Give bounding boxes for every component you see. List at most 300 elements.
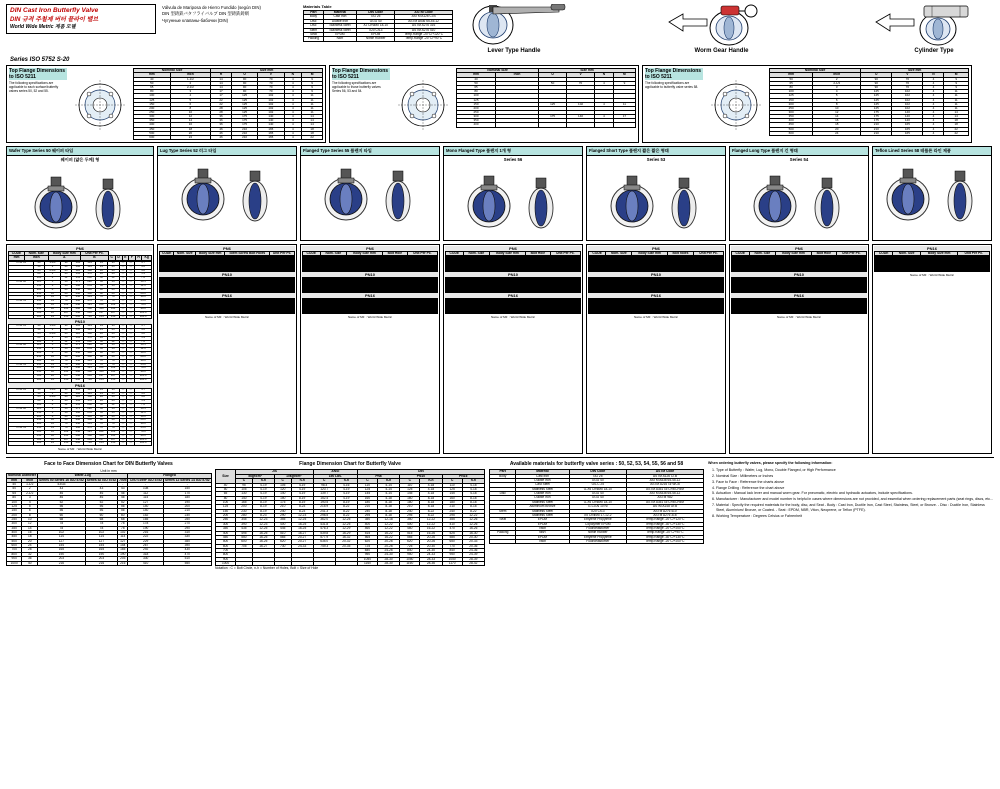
table-cell: 120.0 [135, 438, 152, 442]
table-cell: 600 [134, 135, 171, 139]
table-cell: 175 [861, 119, 892, 123]
table-cell: 102 [892, 106, 923, 110]
table-cell: 28-36 [420, 562, 442, 566]
table-cell: 190 [85, 552, 117, 556]
table-cell: 18 [170, 127, 211, 131]
table-cell: 114 [128, 496, 163, 500]
table-cell: Series 52 ISO 5752 [86, 477, 117, 482]
table-cell: — [119, 273, 127, 277]
table-cell: 210 [231, 131, 257, 135]
table-cell: 43/33 [38, 483, 86, 487]
table-cell: 300 [33, 359, 45, 363]
table-cell: 125 [442, 487, 462, 491]
table-cell: 12-25 [335, 518, 357, 522]
valve-photo-group [158, 156, 296, 232]
table-cell: 14 [45, 363, 60, 367]
table-cell: 4-19 [252, 487, 274, 491]
table-cell: 50 [33, 265, 45, 269]
table-cell: Body Size mm [490, 252, 526, 256]
table-cell: 525 [84, 304, 96, 308]
table-cell: 295 [357, 514, 377, 518]
table-cell: — [119, 296, 127, 300]
table-cell: 11 [302, 94, 323, 98]
table-cell: — [119, 375, 127, 379]
table-cell: 705 [236, 544, 253, 548]
table-cell: 65 [770, 82, 813, 86]
table-cell: - [85, 483, 117, 487]
table-cell: 60 [95, 288, 107, 292]
table-cell: 400 [357, 522, 377, 526]
table-cell: 360 [84, 419, 96, 423]
table-cell: 229 [128, 539, 163, 543]
table-cell: 154 [60, 378, 72, 382]
table-cell: — [127, 378, 135, 382]
table-cell: 36 [211, 115, 232, 119]
table-cell: 2 [45, 265, 60, 269]
table-cell: Ethylene Propylene [569, 535, 626, 539]
table-cell: 4-19 [335, 487, 357, 491]
table-cell: 105 [274, 483, 291, 487]
table-cell: 43 [60, 392, 72, 396]
table-cell: 145 [84, 329, 96, 333]
table-cell: 165 [258, 127, 284, 131]
table-cell: 46 [107, 273, 119, 277]
table-cell: 11 [302, 102, 323, 106]
table-cell: 448 [72, 304, 84, 308]
table-cell: — [127, 329, 135, 333]
table-cell: 20 [170, 131, 211, 135]
table-cell: 60 [60, 288, 72, 292]
table-cell: 134 [72, 273, 84, 277]
table-cell: 98.0 [135, 434, 152, 438]
table-cell: 840 [357, 548, 377, 552]
table-cell: 12-23 [291, 514, 313, 518]
table-cell: 46 [95, 400, 107, 404]
table-cell: 270 [163, 522, 211, 526]
table-cell: 108 [72, 265, 84, 269]
table-cell: — [127, 411, 135, 415]
table-cell: 56 [107, 348, 119, 352]
table-cell: Ethylene Propylene [569, 518, 626, 522]
table-cell: 140 [892, 115, 923, 119]
table-cell: 78 [107, 363, 119, 367]
table-cell: 14 [944, 111, 969, 115]
table-cell: 56 [95, 281, 107, 285]
table-cell: 150 [7, 509, 22, 513]
valve-front-view [881, 165, 936, 223]
table-cell: 4 [284, 127, 302, 131]
table-cell: Nominal Size [770, 69, 861, 73]
table-cell: 202 [84, 340, 96, 344]
table-cell: 4 [284, 77, 302, 81]
table-cell: 6 [22, 509, 38, 513]
table-cell: 52 [107, 277, 119, 281]
manufacturer-note: Name of Mfr. : World Wide Metric [490, 315, 536, 320]
table-cell: 160 [84, 396, 96, 400]
table-cell: 102 [107, 367, 119, 371]
table-cell: U [231, 73, 257, 77]
table-cell: 306 [84, 415, 96, 419]
table-cell: 14 [22, 526, 38, 530]
table-cell: 12.0 [135, 411, 152, 415]
table-cell: 90 [861, 86, 892, 90]
table-cell: 3.7 [135, 388, 152, 392]
table-cell: 33 [60, 388, 72, 392]
table-cell: — [127, 265, 135, 269]
table-cell: 600 [236, 540, 253, 544]
table-cell: 39.0 [135, 359, 152, 363]
table-cell: — [127, 348, 135, 352]
worm-gear-drawing [667, 4, 777, 46]
table-cell: 250 [216, 518, 236, 522]
std-jis: JIS [236, 470, 314, 474]
table-cell: 8 [45, 352, 60, 356]
available-materials-table [489, 469, 704, 544]
table-cell: — [127, 273, 135, 277]
table-cell: 200 [236, 505, 253, 509]
valve-side-view [233, 165, 278, 223]
table-cell: 160 [400, 496, 420, 500]
table-cell: C [442, 479, 462, 483]
table-cell: 140 [128, 504, 163, 508]
materials-table-block [303, 4, 453, 42]
table-cell: 4.0 [135, 265, 152, 269]
table-cell: 210 [231, 127, 257, 131]
table-cell: Temp.Range -30°C/+130°C [626, 522, 703, 526]
top-flange-table [133, 68, 323, 140]
table-cell: 110 [357, 483, 377, 487]
table-cell: 4 [923, 102, 944, 106]
table-cell: 600 [33, 378, 45, 382]
table-cell: 4 [284, 98, 302, 102]
table-cell: 100 [770, 90, 813, 94]
table-cell: 154 [107, 442, 119, 446]
table-cell: 8-22 [335, 505, 357, 509]
table-cell: 28-39 [462, 557, 484, 561]
table-cell: 500 [33, 311, 45, 315]
table-cell: 140 [258, 115, 284, 119]
table-cell: 102 [85, 531, 117, 535]
table-cell: 414 [84, 359, 96, 363]
table-cell: 150 [274, 496, 291, 500]
table-cell: 102 [258, 111, 284, 115]
table-cell: 24 [45, 442, 60, 446]
table-cell: 20 [45, 375, 60, 379]
table-cell: Body Size mm [920, 252, 957, 256]
table-cell: 46 [107, 396, 119, 400]
table-cell: 230 [236, 509, 253, 513]
ordering-notes-block [708, 461, 994, 570]
table-cell: 210 [274, 505, 291, 509]
table-cell: 2 [22, 487, 38, 491]
table-cell: 5 [45, 407, 60, 411]
table-cell: GGG 40 [569, 479, 626, 483]
dimension-rows-table [302, 256, 438, 272]
table-cell: 18 [302, 131, 323, 135]
table-cell: 600 [7, 544, 22, 548]
table-cell: 2-1/2 [170, 86, 211, 90]
table-cell: 68 [60, 419, 72, 423]
table-cell: 68 [107, 355, 119, 359]
table-cell: 254 [84, 284, 96, 288]
table-cell: 1160 [357, 562, 377, 566]
table-cell: 12.0 [135, 348, 152, 352]
table-cell: NBR [323, 37, 356, 41]
table-cell: 348 [72, 296, 84, 300]
table-cell: 5 [45, 281, 60, 285]
table-cell: 102 [892, 98, 923, 102]
table-cell: 100 [7, 500, 22, 504]
table-cell: 50 [770, 77, 813, 81]
table-cell: 4-18 [420, 492, 442, 496]
table-cell: Packing [490, 531, 516, 535]
table-cell: 2 [45, 392, 60, 396]
table-cell: ASTM A536 65-45-12 [395, 19, 453, 23]
table-cell: Stainless Steel [516, 509, 569, 513]
col-part: Part [304, 11, 324, 15]
table-cell: 60 [118, 513, 128, 517]
table-cell: mm [7, 478, 22, 482]
table-cell: 8-19 [291, 496, 313, 500]
table-cell: 450 [33, 434, 45, 438]
dimension-table-column-2 [157, 244, 297, 454]
ansi-150lbs: 150 Lbs. [313, 474, 357, 478]
table-cell: Seat [304, 32, 324, 36]
table-cell: 125 [7, 504, 22, 508]
table-cell: 230 [163, 513, 211, 517]
table-cell: 12-29 [335, 527, 357, 531]
materials-caption: Materials Table [303, 4, 332, 9]
table-cell: 160 [357, 496, 377, 500]
table-cell: Bolt Hole [812, 252, 837, 256]
table-cell: 56 [107, 344, 119, 348]
table-cell: 10.5 [135, 281, 152, 285]
table-cell: ASTM A351 Gr.CF8/CF8M [626, 500, 703, 504]
table-cell: 4-19 [252, 492, 274, 496]
table-cell: 165 [85, 548, 117, 552]
table-cell: — [127, 367, 135, 371]
table-cell: 8 [170, 106, 211, 110]
dimension-rows-table [445, 298, 581, 314]
table-cell: 68 [60, 355, 72, 359]
table-cell: — [127, 296, 135, 300]
flange-panel-text [645, 68, 703, 140]
table-cell: 580 [84, 434, 96, 438]
table-cell: 56 [107, 284, 119, 288]
table-cell: 3 [45, 336, 60, 340]
table-cell: — [119, 419, 127, 423]
table-cell: Size mm [861, 69, 969, 73]
dimension-rows-table [445, 277, 581, 293]
table-cell: 11 [302, 106, 323, 110]
table-cell: G-X6 CrNiMo 18-10 [569, 487, 626, 491]
table-cell: 143 [84, 388, 96, 392]
table-cell: 10 [813, 106, 861, 110]
table-cell: 46 [60, 273, 72, 277]
table-cell: 120 [72, 396, 84, 400]
table-cell: Stainless Steel [323, 28, 356, 32]
din-pn6: PN6 [357, 474, 399, 478]
table-cell: 200 [33, 288, 45, 292]
table-cell: 60 [85, 513, 117, 517]
table-cell: 175 [861, 115, 892, 119]
valve-side-view [376, 165, 421, 223]
table-cell: inch [25, 256, 49, 260]
table-cell: 145 [357, 492, 377, 496]
table-cell: — [127, 363, 135, 367]
table-cell: 80 [134, 90, 171, 94]
table-cell: 60 [95, 352, 107, 356]
table-cell: 400 [33, 367, 45, 371]
table-cell: E [122, 256, 129, 260]
table-cell: 46 [95, 273, 107, 277]
table-cell: 398 [72, 427, 84, 431]
table-cell: 16-29 [335, 531, 357, 535]
materials-table [303, 10, 453, 42]
table-cell: 6 [45, 284, 60, 288]
table-cell: 250 [33, 419, 45, 423]
table-cell: 390 [236, 522, 253, 526]
table-cell: 46 [95, 336, 107, 340]
table-cell: — [119, 438, 127, 442]
table-cell: 4-18 [462, 487, 484, 491]
table-cell: 43 [118, 487, 128, 491]
table-header-row [875, 252, 990, 256]
table-cell: Series 12 Series 14 ISO 5752 [164, 477, 210, 482]
table-cell: 548 [72, 375, 84, 379]
col-size: Size [216, 470, 236, 483]
table-cell: 127 [107, 375, 119, 379]
table-row [216, 562, 485, 566]
table-cell: Aluminium Bronze [516, 505, 569, 509]
table-cell: 65 [33, 333, 45, 337]
table-cell: — [119, 396, 127, 400]
pressure-rating-label: PN16 [588, 293, 724, 298]
valve-type-column-5 [586, 146, 726, 241]
table-cell: 17 [211, 90, 232, 94]
table-cell: 248 [72, 352, 84, 356]
table-cell: 43 [60, 265, 72, 269]
table-cell: — [127, 407, 135, 411]
table-cell: 4 [284, 106, 302, 110]
table-cell: — [127, 344, 135, 348]
table-cell: 7.6 [135, 277, 152, 281]
valve-type-subcaption: Series 54 [789, 157, 809, 163]
table-cell: 450 [770, 123, 813, 127]
table-cell: 39.0 [135, 296, 152, 300]
table-cell: 200 [7, 513, 22, 517]
pressure-rating-label: PN6 [8, 246, 152, 251]
table-cell: 950 [357, 553, 377, 557]
table-cell: — [119, 265, 127, 269]
table-cell: 18 [944, 119, 969, 123]
table-cell: 11 [944, 102, 969, 106]
table-cell: 140 [274, 492, 291, 496]
table-cell: 16 [813, 119, 861, 123]
table-cell: 290 [274, 514, 291, 518]
table-cell: 102 [892, 94, 923, 98]
table-cell: 28 [22, 548, 38, 552]
table-cell: 40 [33, 388, 45, 392]
table-cell: 50 [457, 82, 496, 86]
jis-10kgf: 10kgf/cm² [274, 474, 313, 478]
table-cell: 120.0 [135, 311, 152, 315]
table-cell: 12-25 [291, 518, 313, 522]
table-cell: 120 [72, 333, 84, 337]
table-cell: 254 [84, 348, 96, 352]
table-cell: 7.6 [135, 340, 152, 344]
table-cell: 78 [38, 522, 86, 526]
table-cell: Series 50 Series 16 ISO 5752 [39, 477, 84, 482]
table-cell: 52 [107, 404, 119, 408]
valve-photo-group [301, 156, 439, 232]
page-header [6, 4, 994, 54]
table-cell: 160 [442, 496, 462, 500]
table-cell: 210 [357, 505, 377, 509]
table-cell: 10 [45, 292, 60, 296]
table-cell: 130 [236, 492, 253, 496]
table-cell: ASTM Code [626, 470, 703, 474]
table-cell: 60 [60, 352, 72, 356]
table-cell: 178 [84, 400, 96, 404]
table-cell: 90 [231, 82, 257, 86]
valve-type-caption: Wafer Type Series 50 웨이퍼 타입 [7, 147, 153, 156]
table-cell: 8-22 [335, 514, 357, 518]
dimension-rows-table [588, 256, 724, 272]
table-cell: 16-32 [335, 535, 357, 539]
table-cell: 470 [84, 363, 96, 367]
table-cell: — [119, 336, 127, 340]
table-cell: 33 [95, 261, 107, 265]
table-cell: 40 [33, 325, 45, 329]
table-cell: 165 [892, 127, 923, 131]
table-cell: 228 [84, 344, 96, 348]
table-cell: 350 [357, 518, 377, 522]
table-cell: 200 [33, 415, 45, 419]
table-cell: 150 [163, 487, 211, 491]
table-cell: 98.0 [135, 371, 152, 375]
table-cell: 80 [770, 86, 813, 90]
table-cell: 145 [400, 492, 420, 496]
table-cell: 345 [236, 518, 253, 522]
table-cell: Ductile Iron [516, 496, 569, 500]
table-cell: Body Size mm [48, 252, 81, 256]
table-cell: 78 [85, 522, 117, 526]
table-cell: 65 [216, 492, 236, 496]
table-cell: 102 [95, 304, 107, 308]
table-cell: Body Size mm [776, 252, 812, 256]
table-cell: 12-22 [420, 518, 442, 522]
table-cell: 104 [72, 261, 84, 265]
table-cell: 19.0 [135, 288, 152, 292]
table-cell: Cast Steel [516, 483, 569, 487]
table-row [7, 561, 212, 565]
table-cell: 127 [60, 375, 72, 379]
table-cell: 24 [22, 544, 38, 548]
table-cell: 108 [128, 487, 163, 491]
table-header-row [303, 252, 438, 256]
table-cell: 3 [22, 496, 38, 500]
table-cell: — [127, 396, 135, 400]
table-cell: 154 [85, 544, 117, 548]
table-cell: 36 [211, 119, 232, 123]
table-cell: CODE [9, 252, 25, 256]
table-cell: 24-33 [420, 553, 442, 557]
table-cell: 350 [457, 119, 496, 123]
table-cell: 2-1/2 [22, 491, 38, 495]
table-cell: R [211, 73, 232, 77]
table-cell: 125 [861, 90, 892, 94]
